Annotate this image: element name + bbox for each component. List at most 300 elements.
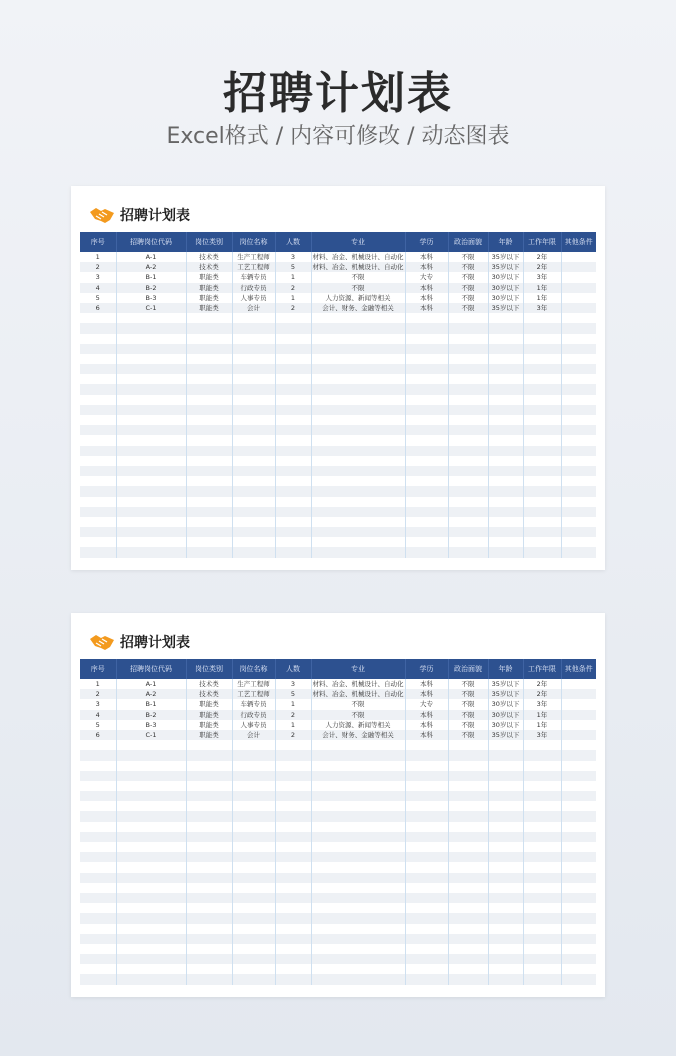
table-cell[interactable]: [275, 740, 311, 750]
table-cell[interactable]: [405, 476, 448, 486]
table-cell[interactable]: [80, 313, 116, 323]
table-cell[interactable]: 4: [80, 710, 116, 720]
table-cell[interactable]: [116, 750, 186, 760]
table-cell[interactable]: [561, 272, 596, 282]
table-cell[interactable]: 本科: [405, 303, 448, 313]
table-cell[interactable]: [488, 395, 523, 405]
table-cell[interactable]: [275, 374, 311, 384]
table-cell[interactable]: [186, 435, 232, 445]
table-cell[interactable]: 5: [275, 262, 311, 272]
table-cell[interactable]: [80, 497, 116, 507]
table-cell[interactable]: [448, 446, 488, 456]
table-cell[interactable]: [80, 364, 116, 374]
table-cell[interactable]: 35岁以下: [488, 303, 523, 313]
table-cell[interactable]: [232, 405, 275, 415]
table-cell[interactable]: [80, 374, 116, 384]
table-cell[interactable]: [488, 761, 523, 771]
table-cell[interactable]: 35岁以下: [488, 252, 523, 262]
table-cell[interactable]: [116, 323, 186, 333]
table-cell[interactable]: [488, 547, 523, 557]
table-cell[interactable]: [561, 944, 596, 954]
table-cell[interactable]: [116, 974, 186, 984]
table-cell[interactable]: [561, 466, 596, 476]
table-cell[interactable]: [561, 384, 596, 394]
table-cell[interactable]: 2年: [523, 262, 561, 272]
table-cell[interactable]: 1年: [523, 720, 561, 730]
table-cell[interactable]: [488, 852, 523, 862]
table-cell[interactable]: [488, 344, 523, 354]
table-cell[interactable]: [448, 364, 488, 374]
table-cell[interactable]: [116, 862, 186, 872]
table-cell[interactable]: [561, 476, 596, 486]
table-cell[interactable]: [80, 944, 116, 954]
table-cell[interactable]: [275, 384, 311, 394]
table-cell[interactable]: [448, 476, 488, 486]
table-cell[interactable]: [186, 761, 232, 771]
table-cell[interactable]: [448, 425, 488, 435]
table-cell[interactable]: [275, 364, 311, 374]
table-cell[interactable]: [116, 832, 186, 842]
table-cell[interactable]: [405, 344, 448, 354]
table-cell[interactable]: [275, 334, 311, 344]
table-cell[interactable]: 3: [80, 272, 116, 282]
column-header[interactable]: 序号: [80, 659, 116, 679]
table-cell[interactable]: [523, 832, 561, 842]
table-cell[interactable]: [80, 334, 116, 344]
table-cell[interactable]: [80, 395, 116, 405]
table-cell[interactable]: [488, 456, 523, 466]
column-header[interactable]: 岗位类别: [186, 232, 232, 252]
table-cell[interactable]: [405, 323, 448, 333]
table-cell[interactable]: [275, 395, 311, 405]
table-cell[interactable]: [186, 771, 232, 781]
table-cell[interactable]: [116, 364, 186, 374]
table-cell[interactable]: [311, 547, 405, 557]
table-cell[interactable]: [311, 527, 405, 537]
table-cell[interactable]: 1: [275, 293, 311, 303]
table-cell[interactable]: [116, 781, 186, 791]
table-cell[interactable]: [561, 374, 596, 384]
table-cell[interactable]: [523, 344, 561, 354]
table-cell[interactable]: [80, 456, 116, 466]
table-cell[interactable]: [405, 384, 448, 394]
table-cell[interactable]: [561, 497, 596, 507]
table-cell[interactable]: [116, 791, 186, 801]
table-cell[interactable]: [561, 750, 596, 760]
table-cell[interactable]: [561, 303, 596, 313]
table-cell[interactable]: [186, 852, 232, 862]
table-cell[interactable]: [116, 456, 186, 466]
table-cell[interactable]: [275, 547, 311, 557]
table-cell[interactable]: 3年: [523, 699, 561, 709]
table-cell[interactable]: [488, 791, 523, 801]
table-cell[interactable]: [232, 456, 275, 466]
table-cell[interactable]: [405, 547, 448, 557]
table-cell[interactable]: [561, 283, 596, 293]
table-cell[interactable]: [186, 547, 232, 557]
table-cell[interactable]: [311, 801, 405, 811]
table-cell[interactable]: 职能类: [186, 710, 232, 720]
table-cell[interactable]: [488, 801, 523, 811]
table-cell[interactable]: [448, 547, 488, 557]
table-cell[interactable]: 3: [275, 252, 311, 262]
table-cell[interactable]: [116, 964, 186, 974]
column-header[interactable]: 政治面貌: [448, 659, 488, 679]
table-cell[interactable]: 不限: [448, 720, 488, 730]
table-cell[interactable]: [311, 323, 405, 333]
table-cell[interactable]: [80, 486, 116, 496]
table-cell[interactable]: [448, 893, 488, 903]
table-cell[interactable]: [405, 801, 448, 811]
table-cell[interactable]: [405, 486, 448, 496]
column-header[interactable]: 政治面貌: [448, 232, 488, 252]
table-cell[interactable]: [523, 476, 561, 486]
table-cell[interactable]: [523, 740, 561, 750]
table-cell[interactable]: [405, 771, 448, 781]
table-cell[interactable]: [405, 862, 448, 872]
table-cell[interactable]: [488, 425, 523, 435]
table-cell[interactable]: [561, 822, 596, 832]
table-cell[interactable]: 2: [80, 689, 116, 699]
table-cell[interactable]: [80, 801, 116, 811]
table-cell[interactable]: [311, 415, 405, 425]
table-cell[interactable]: 本科: [405, 293, 448, 303]
table-cell[interactable]: [186, 344, 232, 354]
table-cell[interactable]: [311, 913, 405, 923]
table-cell[interactable]: 3: [80, 699, 116, 709]
table-cell[interactable]: [488, 934, 523, 944]
table-cell[interactable]: [448, 811, 488, 821]
table-cell[interactable]: [523, 364, 561, 374]
table-cell[interactable]: [523, 924, 561, 934]
table-cell[interactable]: [311, 497, 405, 507]
table-cell[interactable]: [232, 537, 275, 547]
table-cell[interactable]: [448, 883, 488, 893]
table-cell[interactable]: 本科: [405, 283, 448, 293]
table-cell[interactable]: [232, 750, 275, 760]
table-cell[interactable]: 不限: [448, 272, 488, 282]
table-cell[interactable]: [80, 344, 116, 354]
table-cell[interactable]: [232, 415, 275, 425]
table-cell[interactable]: [80, 964, 116, 974]
table-cell[interactable]: [405, 954, 448, 964]
table-cell[interactable]: [116, 873, 186, 883]
table-cell[interactable]: [523, 974, 561, 984]
table-cell[interactable]: [275, 537, 311, 547]
table-cell[interactable]: [523, 873, 561, 883]
table-cell[interactable]: [186, 934, 232, 944]
table-cell[interactable]: 大专: [405, 272, 448, 282]
table-cell[interactable]: [561, 954, 596, 964]
table-cell[interactable]: [275, 354, 311, 364]
table-cell[interactable]: [523, 822, 561, 832]
table-cell[interactable]: 不限: [311, 710, 405, 720]
table-cell[interactable]: [186, 893, 232, 903]
table-cell[interactable]: [116, 354, 186, 364]
table-cell[interactable]: [561, 517, 596, 527]
table-cell[interactable]: [523, 852, 561, 862]
table-cell[interactable]: [311, 903, 405, 913]
table-cell[interactable]: 本科: [405, 679, 448, 689]
table-cell[interactable]: [448, 750, 488, 760]
table-cell[interactable]: [232, 740, 275, 750]
table-cell[interactable]: [116, 924, 186, 934]
table-cell[interactable]: [311, 811, 405, 821]
table-cell[interactable]: [311, 364, 405, 374]
table-cell[interactable]: [561, 527, 596, 537]
table-cell[interactable]: [448, 781, 488, 791]
table-cell[interactable]: 2: [80, 262, 116, 272]
table-cell[interactable]: 30岁以下: [488, 710, 523, 720]
table-cell[interactable]: 1: [275, 720, 311, 730]
table-cell[interactable]: [561, 486, 596, 496]
table-cell[interactable]: [80, 354, 116, 364]
table-cell[interactable]: 大专: [405, 699, 448, 709]
column-header[interactable]: 岗位名称: [232, 659, 275, 679]
table-cell[interactable]: [275, 883, 311, 893]
table-cell[interactable]: [275, 456, 311, 466]
table-cell[interactable]: [80, 537, 116, 547]
table-cell[interactable]: [80, 405, 116, 415]
table-cell[interactable]: [116, 740, 186, 750]
table-cell[interactable]: [186, 862, 232, 872]
table-cell[interactable]: [275, 527, 311, 537]
table-cell[interactable]: [232, 466, 275, 476]
table-cell[interactable]: [448, 405, 488, 415]
table-cell[interactable]: [561, 364, 596, 374]
table-cell[interactable]: [232, 344, 275, 354]
table-cell[interactable]: [232, 395, 275, 405]
table-cell[interactable]: [448, 934, 488, 944]
table-cell[interactable]: [448, 507, 488, 517]
table-cell[interactable]: 3年: [523, 303, 561, 313]
table-cell[interactable]: 1年: [523, 710, 561, 720]
table-cell[interactable]: 3年: [523, 272, 561, 282]
table-cell[interactable]: [80, 446, 116, 456]
table-cell[interactable]: [80, 547, 116, 557]
table-cell[interactable]: [186, 883, 232, 893]
table-cell[interactable]: C-1: [116, 303, 186, 313]
table-cell[interactable]: [523, 446, 561, 456]
table-cell[interactable]: [405, 791, 448, 801]
table-cell[interactable]: [561, 679, 596, 689]
table-cell[interactable]: [275, 415, 311, 425]
table-cell[interactable]: [448, 395, 488, 405]
table-cell[interactable]: [275, 924, 311, 934]
table-cell[interactable]: [80, 771, 116, 781]
table-cell[interactable]: [448, 954, 488, 964]
table-cell[interactable]: [80, 476, 116, 486]
table-cell[interactable]: [275, 435, 311, 445]
table-cell[interactable]: 35岁以下: [488, 689, 523, 699]
table-cell[interactable]: [80, 974, 116, 984]
table-cell[interactable]: 技术类: [186, 689, 232, 699]
table-cell[interactable]: [311, 334, 405, 344]
table-cell[interactable]: [561, 974, 596, 984]
table-cell[interactable]: [311, 435, 405, 445]
column-header[interactable]: 其他条件: [561, 659, 596, 679]
table-cell[interactable]: [116, 883, 186, 893]
table-cell[interactable]: [311, 974, 405, 984]
table-cell[interactable]: [488, 771, 523, 781]
table-cell[interactable]: [311, 384, 405, 394]
table-cell[interactable]: [488, 334, 523, 344]
table-cell[interactable]: [116, 547, 186, 557]
table-cell[interactable]: [561, 873, 596, 883]
table-cell[interactable]: [186, 497, 232, 507]
table-cell[interactable]: [232, 771, 275, 781]
table-cell[interactable]: [186, 822, 232, 832]
table-cell[interactable]: [186, 750, 232, 760]
table-cell[interactable]: [186, 334, 232, 344]
table-cell[interactable]: [186, 425, 232, 435]
table-cell[interactable]: [311, 832, 405, 842]
table-cell[interactable]: [116, 944, 186, 954]
table-cell[interactable]: [405, 832, 448, 842]
table-cell[interactable]: [523, 517, 561, 527]
table-cell[interactable]: [186, 384, 232, 394]
column-header[interactable]: 学历: [405, 232, 448, 252]
table-cell[interactable]: [232, 517, 275, 527]
table-cell[interactable]: [523, 313, 561, 323]
table-cell[interactable]: [488, 781, 523, 791]
table-cell[interactable]: [186, 537, 232, 547]
table-cell[interactable]: 工艺工程师: [232, 262, 275, 272]
table-cell[interactable]: [116, 852, 186, 862]
table-cell[interactable]: 不限: [311, 699, 405, 709]
table-cell[interactable]: [561, 913, 596, 923]
table-cell[interactable]: 不限: [448, 710, 488, 720]
table-cell[interactable]: [488, 883, 523, 893]
table-cell[interactable]: B-2: [116, 283, 186, 293]
table-cell[interactable]: 不限: [448, 262, 488, 272]
table-cell[interactable]: [561, 761, 596, 771]
table-cell[interactable]: [116, 527, 186, 537]
table-cell[interactable]: [311, 761, 405, 771]
table-cell[interactable]: [311, 954, 405, 964]
table-cell[interactable]: 5: [275, 689, 311, 699]
table-cell[interactable]: [523, 537, 561, 547]
table-cell[interactable]: [523, 425, 561, 435]
table-cell[interactable]: [523, 771, 561, 781]
table-cell[interactable]: [561, 435, 596, 445]
table-cell[interactable]: [186, 801, 232, 811]
table-cell[interactable]: [405, 527, 448, 537]
table-cell[interactable]: [116, 913, 186, 923]
table-cell[interactable]: [488, 405, 523, 415]
table-cell[interactable]: [561, 862, 596, 872]
table-cell[interactable]: 会计: [232, 303, 275, 313]
table-cell[interactable]: 人事专员: [232, 720, 275, 730]
table-cell[interactable]: [232, 832, 275, 842]
table-cell[interactable]: 材料、冶金、机械设计、自动化: [312, 263, 404, 272]
table-cell[interactable]: [311, 934, 405, 944]
table-cell[interactable]: [448, 456, 488, 466]
table-cell[interactable]: [405, 811, 448, 821]
table-cell[interactable]: [116, 497, 186, 507]
table-cell[interactable]: [488, 364, 523, 374]
table-cell[interactable]: [448, 832, 488, 842]
table-cell[interactable]: [186, 405, 232, 415]
table-cell[interactable]: [311, 822, 405, 832]
table-cell[interactable]: 1年: [523, 293, 561, 303]
table-cell[interactable]: [405, 781, 448, 791]
table-cell[interactable]: [116, 435, 186, 445]
table-cell[interactable]: [523, 811, 561, 821]
table-cell[interactable]: [186, 486, 232, 496]
table-cell[interactable]: 5: [80, 720, 116, 730]
table-cell[interactable]: 2年: [523, 679, 561, 689]
table-cell[interactable]: [116, 893, 186, 903]
table-cell[interactable]: 不限: [448, 303, 488, 313]
table-cell[interactable]: B-3: [116, 293, 186, 303]
table-cell[interactable]: [80, 852, 116, 862]
table-cell[interactable]: [311, 476, 405, 486]
table-cell[interactable]: [561, 730, 596, 740]
table-cell[interactable]: [232, 822, 275, 832]
table-cell[interactable]: [488, 903, 523, 913]
table-cell[interactable]: 职能类: [186, 720, 232, 730]
table-cell[interactable]: 会计: [232, 730, 275, 740]
table-cell[interactable]: [80, 415, 116, 425]
table-cell[interactable]: [186, 954, 232, 964]
table-cell[interactable]: [232, 954, 275, 964]
table-cell[interactable]: [80, 323, 116, 333]
table-cell[interactable]: [232, 374, 275, 384]
table-cell[interactable]: B-1: [116, 272, 186, 282]
table-cell[interactable]: 3: [275, 679, 311, 689]
table-cell[interactable]: [448, 924, 488, 934]
table-cell[interactable]: [80, 883, 116, 893]
table-cell[interactable]: [311, 517, 405, 527]
table-cell[interactable]: 本科: [405, 730, 448, 740]
column-header[interactable]: 人数: [275, 232, 311, 252]
table-cell[interactable]: [488, 354, 523, 364]
table-cell[interactable]: [232, 913, 275, 923]
table-cell[interactable]: [448, 486, 488, 496]
table-cell[interactable]: [405, 425, 448, 435]
table-cell[interactable]: [448, 873, 488, 883]
table-cell[interactable]: [448, 913, 488, 923]
table-cell[interactable]: [405, 435, 448, 445]
table-cell[interactable]: 行政专员: [232, 710, 275, 720]
table-cell[interactable]: [116, 313, 186, 323]
table-cell[interactable]: [561, 964, 596, 974]
table-cell[interactable]: [275, 405, 311, 415]
column-header[interactable]: 年龄: [488, 659, 523, 679]
table-cell[interactable]: 2: [275, 730, 311, 740]
table-cell[interactable]: [80, 507, 116, 517]
table-cell[interactable]: 职能类: [186, 272, 232, 282]
table-cell[interactable]: [488, 497, 523, 507]
table-cell[interactable]: [448, 384, 488, 394]
column-header[interactable]: 专业: [311, 232, 405, 252]
table-cell[interactable]: [448, 527, 488, 537]
table-cell[interactable]: [488, 507, 523, 517]
table-cell[interactable]: [523, 781, 561, 791]
table-cell[interactable]: [186, 323, 232, 333]
table-cell[interactable]: [448, 313, 488, 323]
table-cell[interactable]: [488, 924, 523, 934]
table-cell[interactable]: [405, 852, 448, 862]
table-cell[interactable]: [488, 384, 523, 394]
table-cell[interactable]: A-2: [116, 689, 186, 699]
table-cell[interactable]: [523, 466, 561, 476]
table-cell[interactable]: [448, 740, 488, 750]
table-cell[interactable]: [405, 974, 448, 984]
table-cell[interactable]: [523, 883, 561, 893]
table-cell[interactable]: [488, 944, 523, 954]
